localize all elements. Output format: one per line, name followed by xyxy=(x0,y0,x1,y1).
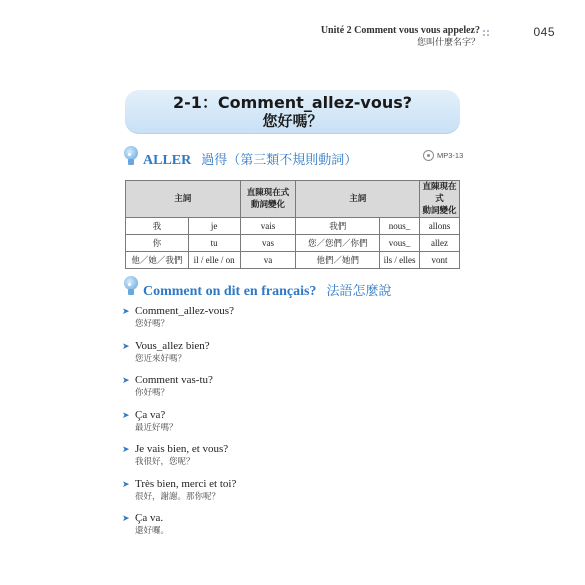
phrase-fr: Ça va. xyxy=(135,512,164,524)
phrase-fr: Très bien, merci et toi? xyxy=(135,477,237,490)
phrase-zh: 最近好嗎？ xyxy=(135,422,178,433)
table-cell: va xyxy=(240,252,296,269)
phrase-fr: Je vais bien, et vous? xyxy=(135,443,229,455)
list-item xyxy=(122,478,442,503)
lightbulb-icon xyxy=(124,276,138,298)
phrase-zh: 您好嗎？ xyxy=(135,319,170,329)
table-cell: vais xyxy=(240,218,296,235)
running-header xyxy=(321,24,480,50)
phrase-fr: Ça va? xyxy=(135,408,166,421)
list-item xyxy=(122,374,442,399)
section-title-aller-zh: 過得（第三類不規則動詞） xyxy=(201,153,358,168)
table-header-cell: 主詞 xyxy=(296,181,420,218)
phrase-zh: 您近來好嗎？ xyxy=(135,353,187,364)
audio-track-label: MP3-13 xyxy=(437,151,464,160)
lesson-title-zh: 您好嗎？ xyxy=(262,112,323,130)
section-title-phrases xyxy=(143,280,391,300)
list-item xyxy=(122,340,442,365)
table-cell: allons xyxy=(420,218,460,235)
arrow-bullet-icon: ➤ xyxy=(122,376,130,386)
arrow-bullet-icon: ➤ xyxy=(122,341,130,352)
table-row xyxy=(126,235,460,252)
table-cell: il / elle / on xyxy=(188,252,240,269)
table-cell: tu xyxy=(188,235,240,252)
phrase-zh: 很好，謝謝。那你呢？ xyxy=(135,491,221,502)
conjugation-table xyxy=(125,180,460,269)
arrow-bullet-icon: ➤ xyxy=(122,445,130,455)
table-cell: je xyxy=(188,218,240,235)
list-item xyxy=(122,512,442,537)
table-row xyxy=(126,218,460,235)
section-title-phrases-fr: Comment on dit en français? xyxy=(143,284,317,299)
table-header-cell: 直陳現在式 動詞變化 xyxy=(240,181,296,218)
table-cell: ils / elles xyxy=(380,252,420,269)
arrow-bullet-icon: ➤ xyxy=(122,307,130,317)
table-cell: 我 xyxy=(126,218,189,235)
page-number: 045 xyxy=(533,25,555,39)
table-header-cell: 直陳現在式 動詞變化 xyxy=(420,181,460,218)
table-cell: vas xyxy=(240,235,296,252)
cd-icon xyxy=(423,150,434,161)
phrase-zh: 我很好，您呢？ xyxy=(135,457,195,467)
lesson-title-fr: 2-1：Comment_allez-vous? xyxy=(172,93,413,112)
table-cell: allez xyxy=(420,235,460,252)
table-row xyxy=(126,252,460,269)
table-cell: 你 xyxy=(126,235,189,252)
table-cell: 他們／她們 xyxy=(296,252,380,269)
table-cell: 您／您們／你們 xyxy=(296,235,380,252)
table-cell: vous_ xyxy=(380,235,420,252)
dots-ornament-icon xyxy=(483,30,495,38)
list-item xyxy=(122,409,442,434)
unit-subtitle: 您叫什麼名字？ xyxy=(416,38,480,48)
lightbulb-icon xyxy=(124,146,138,168)
table-cell: vont xyxy=(420,252,460,269)
list-item xyxy=(122,305,442,330)
phrase-fr: Comment_allez-vous? xyxy=(135,305,234,317)
section-title-aller xyxy=(143,149,357,169)
table-header-cell: 主詞 xyxy=(126,181,241,218)
table-header-row xyxy=(126,181,460,218)
audio-track[interactable] xyxy=(423,150,463,161)
phrase-fr: Comment vas-tu? xyxy=(135,374,213,386)
table-cell: 他／她／我們 xyxy=(126,252,189,269)
lesson-title-banner xyxy=(125,90,460,134)
arrow-bullet-icon: ➤ xyxy=(122,410,130,421)
phrase-fr: Vous_allez bien? xyxy=(135,339,210,352)
table-cell: nous_ xyxy=(380,218,420,235)
table-cell: 我們 xyxy=(296,218,380,235)
phrase-list xyxy=(122,305,442,547)
section-title-aller-fr: ALLER xyxy=(143,153,192,168)
unit-title: Unité 2 Comment vous vous appelez? xyxy=(320,25,480,36)
list-item xyxy=(122,443,442,468)
section-title-phrases-zh: 法語怎麼說 xyxy=(326,284,392,299)
phrase-zh: 你好嗎？ xyxy=(135,388,170,398)
arrow-bullet-icon: ➤ xyxy=(122,514,130,524)
phrase-zh: 還好囉。 xyxy=(135,526,170,536)
arrow-bullet-icon: ➤ xyxy=(122,479,130,490)
